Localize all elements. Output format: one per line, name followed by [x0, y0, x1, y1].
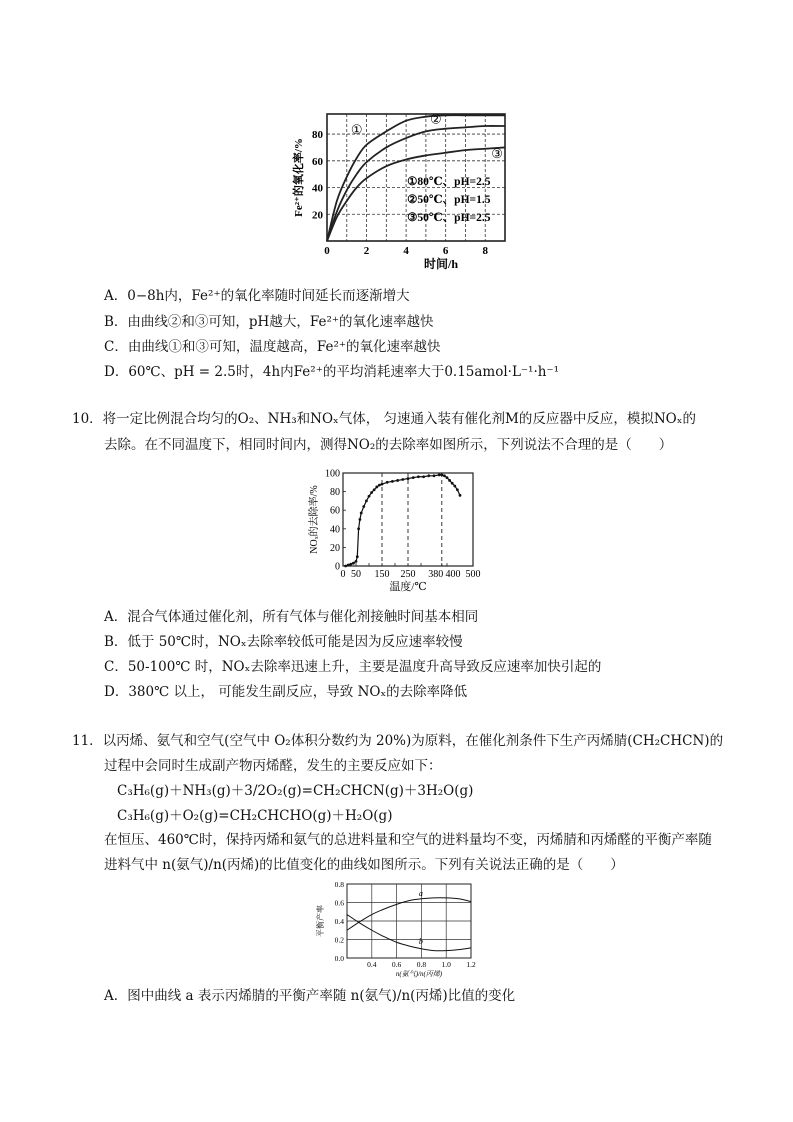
q11-option-a: A．图中曲线 a 表示丙烯腈的平衡产率随 n(氨气)/n(丙烯)比值的变化: [104, 988, 516, 1004]
q9-option-d: D．60℃、pH = 2.5时，4h内Fe²⁺的平均消耗速率大于0.15amol·L⁻¹·h⁻¹: [104, 364, 559, 380]
data-point: [446, 476, 449, 479]
y-tick-label: 80: [330, 487, 340, 499]
x-tick-label: 50: [351, 569, 361, 580]
y-axis-label: Fe²⁺的氧化率/%: [293, 138, 305, 217]
data-point: [359, 518, 362, 521]
q10-option-d: D．380℃ 以上， 可能发生副反应，导致 NOₓ的去除率降低: [104, 684, 468, 700]
data-point: [349, 563, 352, 566]
data-point: [362, 505, 365, 508]
data-point: [352, 562, 355, 565]
data-point: [396, 479, 399, 482]
data-point: [381, 483, 384, 486]
q10-option-c: C．50-100℃ 时，NOₓ去除率迅速上升，主要是温度升高导致反应速率加快引起的: [104, 659, 602, 675]
data-point: [355, 560, 358, 563]
data-point: [456, 488, 459, 491]
y-tick-label: 20: [312, 209, 323, 222]
series-marker-3: ③: [491, 146, 503, 162]
legend-entry: ③50℃、pH=2.5: [407, 211, 491, 224]
legend-entry: ②50℃、pH=1.5: [407, 193, 491, 206]
y-axis-label: NOₓ的去除率/%: [309, 485, 320, 554]
x-tick-label: 6: [442, 245, 449, 257]
y-tick-label: 20: [330, 542, 340, 554]
series-marker-2: ②: [429, 111, 442, 127]
data-point: [451, 482, 454, 485]
data-point: [401, 478, 404, 481]
x-tick-label: 150: [374, 569, 390, 580]
data-point: [365, 500, 368, 503]
q11-stem-1: 11．以丙烯、氨气和空气(空气中 O₂体积分数约为 20%)为原料，在催化剂条件下生产丙烯腈(CH₂CHCN)的: [72, 733, 724, 749]
x-tick-label: 4: [403, 245, 409, 257]
y-tick-label: 40: [312, 182, 323, 195]
data-point: [438, 473, 441, 476]
x-tick-label: 1.0: [441, 960, 451, 969]
q10-chart: [305, 463, 490, 598]
data-point: [453, 485, 456, 488]
y-tick-label: 0.8: [334, 880, 344, 889]
data-point: [360, 512, 363, 515]
x-tick-label: 0: [340, 569, 346, 580]
x-tick-label: 0.6: [391, 960, 402, 969]
y-tick-label: 0.4: [334, 917, 344, 926]
q11-stem-4: 进料气中 n(氨气)/n(丙烯)的比值变化的曲线如图所示。下列有关说法正确的是（ ）: [104, 857, 624, 873]
data-point: [375, 486, 378, 489]
data-point: [370, 491, 373, 494]
x-axis-label: 温度/℃: [389, 581, 427, 593]
series-label-a: a: [418, 889, 423, 899]
x-tick-label: 2: [363, 245, 370, 257]
q11-stem-2: 过程中会同时生成副产物丙烯醛，发生的主要反应如下：: [104, 758, 442, 774]
series-line-b: [347, 915, 471, 951]
x-tick-label: 0.8: [416, 960, 427, 969]
data-point: [378, 484, 381, 487]
q9-option-c: C．由曲线①和③可知，温度越高，Fe²⁺的氧化速率越快: [104, 339, 441, 355]
x-tick-label: 500: [465, 569, 481, 580]
series-label-b: b: [418, 937, 423, 947]
data-point: [357, 527, 360, 530]
x-tick-label: 400: [445, 569, 461, 580]
q11-chart: [315, 878, 480, 978]
data-point: [347, 564, 350, 567]
x-axis-label: 时间/h: [423, 257, 459, 271]
q11-stem-3: 在恒压、460℃时，保持丙烯和氨气的总进料量和空气的进料量均不变，丙烯腈和丙烯醛的平衡产率随: [104, 832, 712, 848]
data-point: [344, 565, 347, 568]
q10-option-b: B．低于 50℃时，NOₓ去除率较低可能是因为反应速率较慢: [104, 634, 463, 650]
data-point: [368, 495, 371, 498]
data-point: [440, 473, 443, 476]
q10-stem-1: 10．将一定比例混合均匀的O₂、NH₃和NOₓ气体， 匀速通入装有催化剂M的反应器中反应，模拟NOₓ的: [72, 411, 696, 427]
data-point: [407, 477, 410, 480]
x-axis-label: n(氨气)/n(丙烯): [395, 970, 443, 978]
x-tick-label: 0.4: [367, 960, 377, 969]
data-point: [373, 488, 376, 491]
q9-chart: [290, 104, 530, 279]
q11-equation-1: C₃H₆(g)＋NH₃(g)＋3/2O₂(g)=CH₂CHCN(g)＋3H₂O(g): [117, 783, 474, 799]
y-tick-label: 60: [312, 155, 323, 168]
data-point: [459, 494, 462, 497]
data-point: [386, 481, 389, 484]
y-tick-label: 0.6: [334, 898, 344, 908]
q9-option-b: B．由曲线②和③可知，pH越大，Fe²⁺的氧化速率越快: [104, 314, 434, 330]
y-tick-label: 0.0: [334, 954, 344, 963]
x-tick-label: 250: [400, 569, 416, 580]
q11-equation-2: C₃H₆(g)＋O₂(g)=CH₂CHCHO(g)＋H₂O(g): [117, 808, 393, 824]
data-point: [391, 480, 394, 483]
legend-entry: ①80℃、pH=2.5: [407, 175, 491, 188]
x-tick-label: 8: [482, 245, 488, 257]
q10-stem-2: 去除。在不同温度下，相同时间内，测得NO₂的去除率如图所示，下列说法不合理的是（ ）: [104, 437, 673, 453]
y-tick-label: 60: [330, 505, 340, 517]
data-point: [448, 479, 451, 482]
x-tick-label: 380: [428, 569, 444, 580]
y-tick-label: 100: [325, 468, 340, 480]
y-tick-label: 0.2: [334, 935, 344, 945]
data-point: [422, 475, 425, 478]
y-axis-label: 平衡产率: [316, 905, 325, 937]
series-marker-1: ①: [350, 122, 363, 138]
y-tick-label: 80: [312, 129, 323, 142]
q10-option-a: A．混合气体通过催化剂，所有气体与催化剂接触时间基本相同: [104, 609, 479, 625]
data-point: [427, 474, 430, 477]
data-point: [412, 476, 415, 479]
series-line: [346, 475, 460, 566]
x-tick-label: 0: [324, 245, 330, 257]
data-point: [356, 555, 359, 558]
y-tick-label: 0: [335, 561, 340, 573]
data-point: [443, 474, 446, 477]
y-tick-label: 40: [330, 524, 340, 536]
data-point: [433, 474, 436, 477]
data-point: [417, 475, 420, 478]
q9-option-a: A．0−8h内，Fe²⁺的氧化率随时间延长而逐渐增大: [104, 288, 410, 304]
x-tick-label: 1.2: [466, 960, 476, 969]
